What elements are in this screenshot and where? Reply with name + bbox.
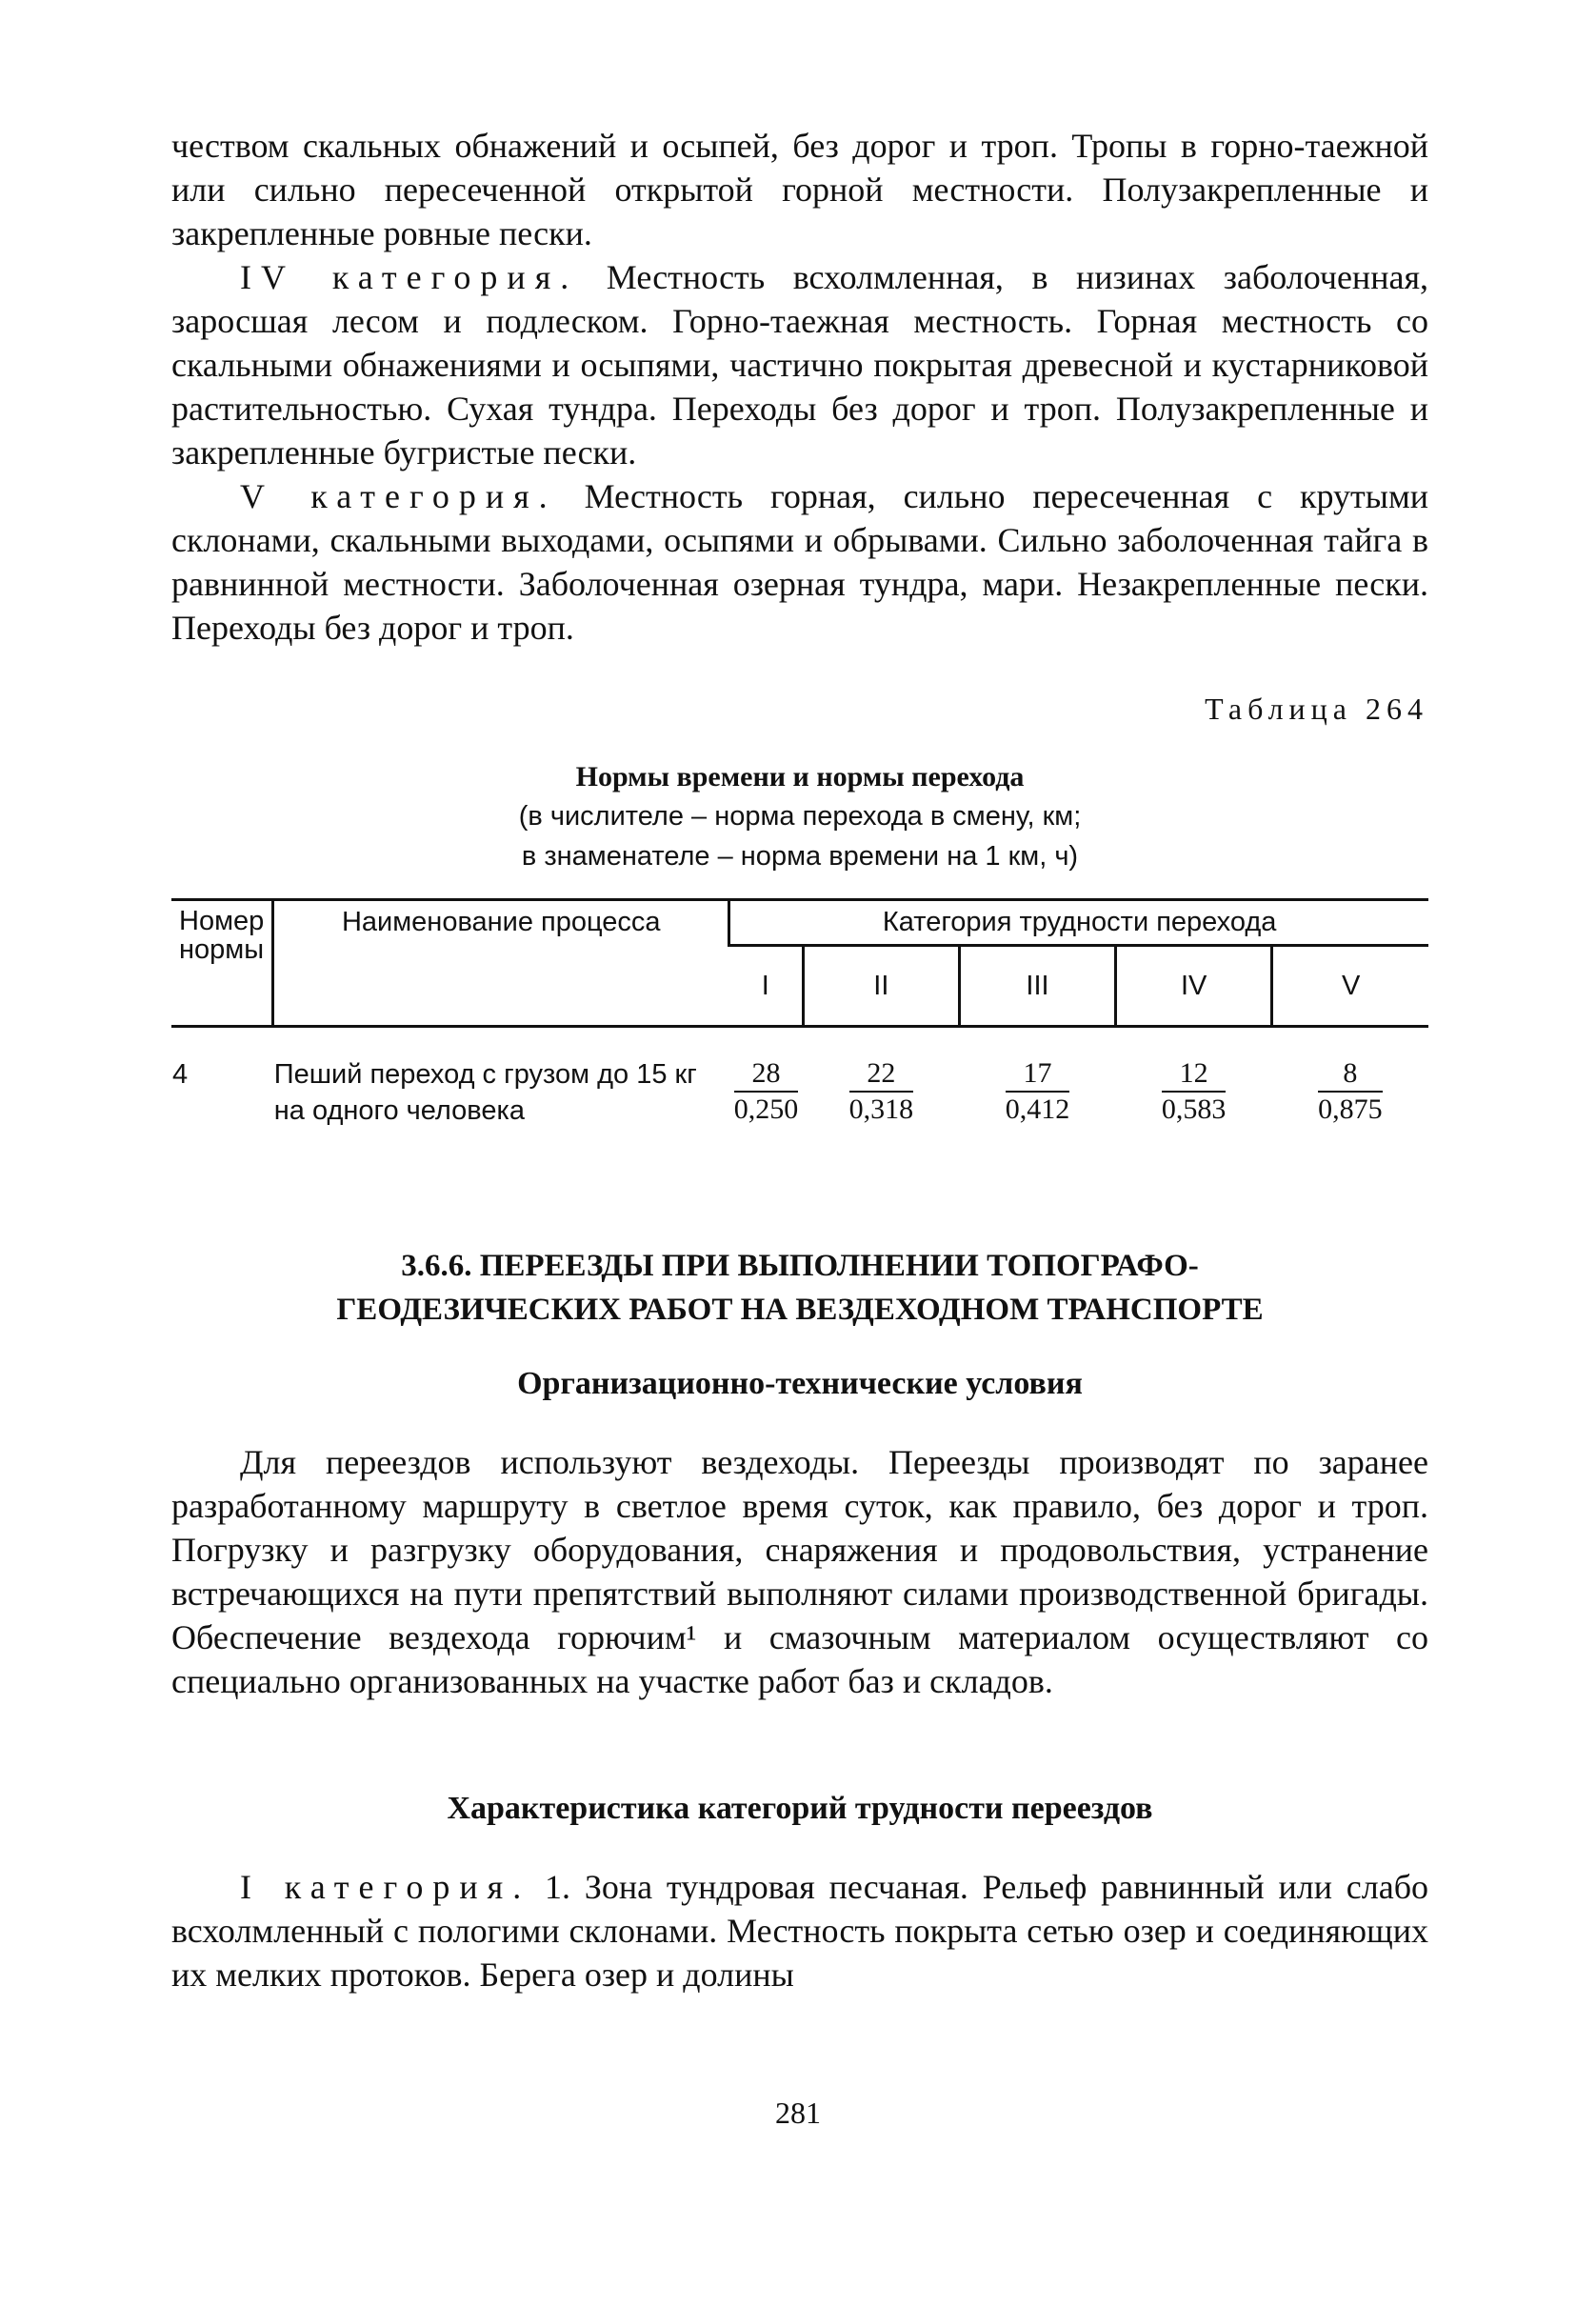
table-subtitle-2: в знаменателе – норма времени на 1 км, ч) xyxy=(521,841,1079,872)
value-category-2 xyxy=(803,1027,959,1131)
norms-table xyxy=(171,898,1428,1130)
section-title-line-2: ГЕОДЕЗИЧЕСКИХ РАБОТ НА ВЕЗДЕХОДНОМ ТРАНСПОРТЕ xyxy=(336,1293,1264,1327)
header-category-1: I xyxy=(729,946,804,1027)
value-3-numerator: 17 xyxy=(1006,1056,1070,1093)
page-content xyxy=(171,124,1428,1996)
value-4-denominator: 0,583 xyxy=(1161,1093,1227,1125)
value-1-denominator: 0,250 xyxy=(733,1093,799,1125)
value-4-numerator: 12 xyxy=(1162,1056,1227,1093)
header-number: Номер нормы xyxy=(171,900,273,1027)
value-2-numerator: 22 xyxy=(849,1056,914,1093)
paragraph-category-iv xyxy=(171,255,1428,474)
value-5-denominator: 0,875 xyxy=(1318,1093,1383,1125)
paragraph-category-v xyxy=(171,474,1428,650)
value-category-1 xyxy=(729,1027,804,1131)
table-title: Нормы времени и нормы перехода xyxy=(575,761,1025,792)
paragraph-conditions: Для переездов используют вездеходы. Переезды производят по заранее разработанному маршруту в светлое время суток, как правило, без дорог и троп. Погрузку и разгрузку оборудования, снаряжения и продовольствия, устранение встречающихся на пути препятствий выполняют силами производственной бригады. Обеспечение вездехода горючим¹ и смазочным материалом осуществляют со специально организованных на участке работ баз и складов. xyxy=(171,1443,1428,1700)
section-title xyxy=(171,1244,1428,1332)
table-row xyxy=(171,1027,1428,1131)
value-category-5 xyxy=(1272,1027,1428,1131)
category-i-label: I категория. xyxy=(240,1868,531,1906)
header-categories: Категория трудности перехода xyxy=(729,900,1428,946)
value-2-denominator: 0,318 xyxy=(848,1093,914,1125)
page-number: 281 xyxy=(775,2096,821,2130)
category-i-text: 1. Зона тундровая песчаная. Рельеф равнинный или слабо всхолмленный с пологими склонами. Местность покрыта сетью озер и соединяющих их мелких протоков. Берега озер и долины xyxy=(171,1868,1429,1994)
value-category-4 xyxy=(1116,1027,1272,1131)
value-category-3 xyxy=(959,1027,1115,1131)
paragraph-continuation: чеством скальных обнажений и осыпей, без дорог и троп. Тропы в горно-таежной или сильно пересеченной открытой горной местности. Полузакрепленные и закрепленные ровные пески. xyxy=(171,127,1428,252)
header-category-5: V xyxy=(1272,946,1428,1027)
value-1-numerator: 28 xyxy=(734,1056,799,1093)
subtitle-conditions: Организационно-технические условия xyxy=(517,1366,1083,1401)
value-3-denominator: 0,412 xyxy=(1005,1093,1070,1125)
row-number: 4 xyxy=(172,1059,189,1090)
header-category-4: IV xyxy=(1116,946,1272,1027)
value-5-numerator: 8 xyxy=(1318,1056,1383,1093)
table-label: Таблица 264 xyxy=(1205,692,1428,726)
header-process: Наименование процесса xyxy=(273,900,729,1027)
header-category-3: III xyxy=(959,946,1115,1027)
category-iv-text: Местность всхолмленная, в низинах заболоченная, заросшая лесом и подлеском. Горно-таежная местность. Горная местность со скальными обнажениями и осыпями, частично покрытая древесной и кустарниковой растительностью. Сухая тундра. Переходы без дорог и троп. Полузакрепленные и закрепленные бугристые пески. xyxy=(171,258,1428,471)
subtitle-categories: Характеристика категорий трудности переездов xyxy=(447,1791,1153,1826)
category-v-label: V категория. xyxy=(240,477,557,515)
section-title-line-1: 3.6.6. ПЕРЕЕЗДЫ ПРИ ВЫПОЛНЕНИИ ТОПОГРАФО- xyxy=(401,1249,1199,1283)
header-category-2: II xyxy=(803,946,959,1027)
row-process: Пеший переход с грузом до 15 кг на одного человека xyxy=(273,1059,697,1126)
paragraph-category-i xyxy=(171,1865,1428,1996)
category-v-text: Местность горная, сильно пересеченная с крутыми склонами, скальными выходами, осыпями и обрывами. Сильно заболоченная тайга в равнинной местности. Заболоченная озерная тундра, мари. Незакрепленные пески. Переходы без дорог и троп. xyxy=(171,477,1428,647)
table-subtitle-1: (в числителе – норма перехода в смену, км; xyxy=(518,801,1082,832)
category-iv-label: IV категория. xyxy=(240,258,579,296)
